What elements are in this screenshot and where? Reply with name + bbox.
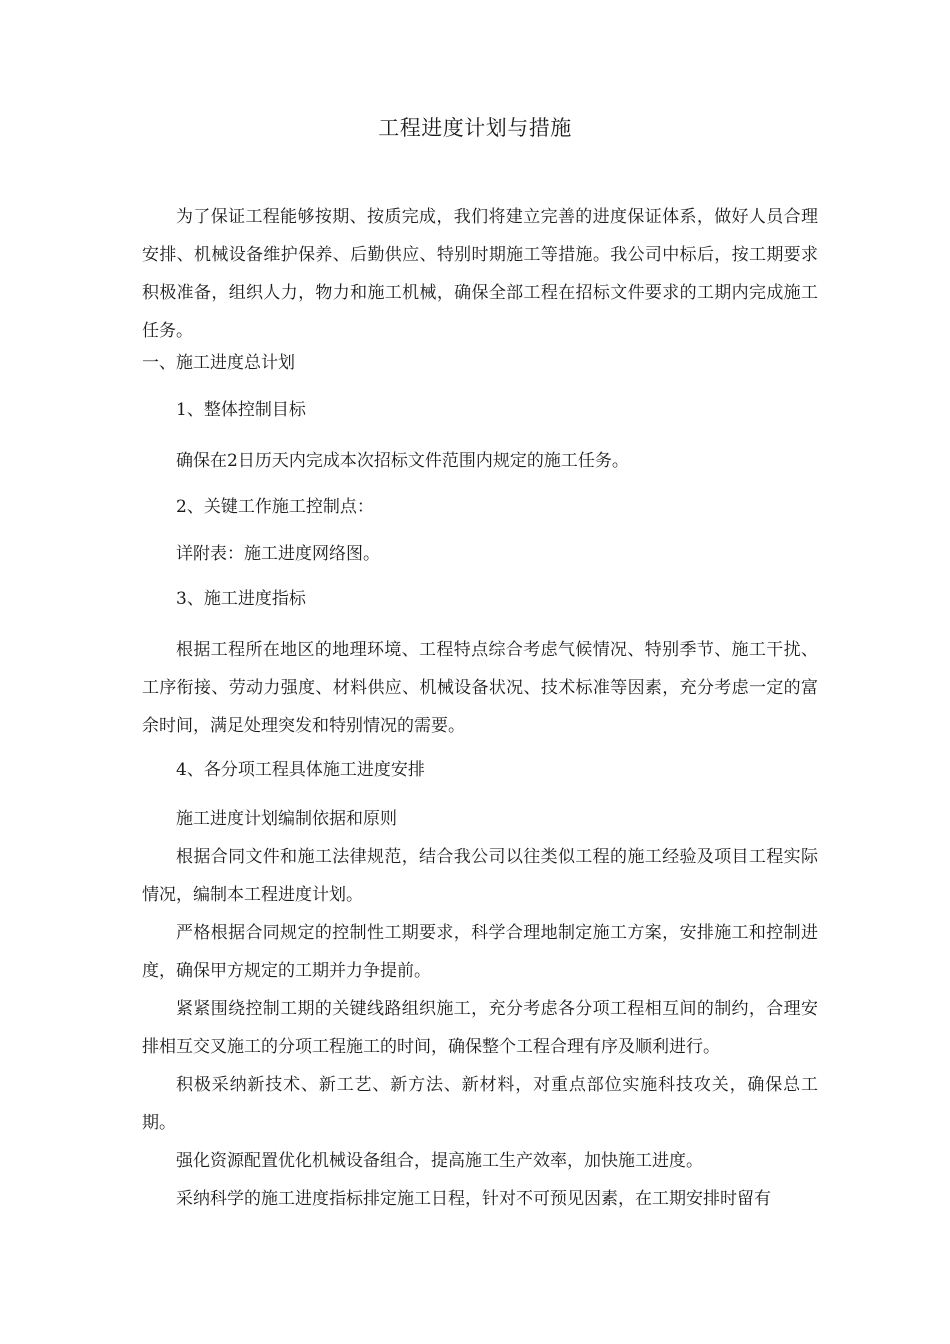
principle-paragraph: 紧紧围绕控制工期的关键线路组织施工，充分考虑各分项工程相互间的制约，合理安排相互交叉施工的分项工程施工的时间，确保整个工程合理有序及顺利进行。 bbox=[142, 999, 818, 1057]
intro-block bbox=[142, 198, 818, 350]
document-title: 工程进度计划与措施 bbox=[378, 116, 572, 140]
item-1-text: 确保在2日历天内完成本次招标文件范围内规定的施工任务。 bbox=[176, 451, 629, 471]
item-4-subheading: 施工进度计划编制依据和原则 bbox=[176, 809, 397, 829]
item-4-body bbox=[142, 800, 818, 1218]
item-3-heading: 3、施工进度指标 bbox=[176, 589, 306, 609]
intro-paragraph: 为了保证工程能够按期、按质完成，我们将建立完善的进度保证体系，做好人员合理安排、机械设备维护保养、后勤供应、特别时期施工等措施。我公司中标后，按工期要求积极准备，组织人力，物力和施工机械，确保全部工程在招标文件要求的工期内完成施工任务。 bbox=[142, 207, 818, 341]
section-1 bbox=[142, 344, 818, 382]
item-4 bbox=[142, 751, 818, 789]
principle-paragraph: 积极采纳新技术、新工艺、新方法、新材料，对重点部位实施科技攻关，确保总工期。 bbox=[142, 1075, 818, 1133]
item-4-heading: 4、各分项工程具体施工进度安排 bbox=[176, 760, 425, 780]
item-2-body bbox=[142, 535, 818, 573]
principle-paragraph: 强化资源配置优化机械设备组合，提高施工生产效率，加快施工进度。 bbox=[176, 1151, 703, 1171]
principle-paragraph: 采纳科学的施工进度指标排定施工日程，针对不可预见因素，在工期安排时留有 bbox=[176, 1189, 771, 1209]
item-1-heading: 1、整体控制目标 bbox=[176, 400, 306, 420]
item-1 bbox=[142, 391, 818, 429]
principle-paragraph: 根据合同文件和施工法律规范，结合我公司以往类似工程的施工经验及项目工程实际情况，编制本工程进度计划。 bbox=[142, 847, 818, 905]
item-3 bbox=[142, 580, 818, 618]
item-3-body bbox=[142, 631, 818, 745]
item-1-body bbox=[142, 442, 818, 480]
principle-paragraph: 严格根据合同规定的控制性工期要求，科学合理地制定施工方案，安排施工和控制进度，确保甲方规定的工期并力争提前。 bbox=[142, 923, 818, 981]
item-2-heading: 2、关键工作施工控制点： bbox=[176, 497, 374, 517]
item-2 bbox=[142, 488, 818, 526]
item-2-text: 详附表：施工进度网络图。 bbox=[176, 544, 380, 564]
section-heading: 一、施工进度总计划 bbox=[142, 353, 295, 373]
item-3-text: 根据工程所在地区的地理环境、工程特点综合考虑气候情况、特别季节、施工干扰、工序衔接、劳动力强度、材料供应、机械设备状况、技术标准等因素，充分考虑一定的富余时间，满足处理突发和特别情况的需要。 bbox=[142, 640, 818, 736]
